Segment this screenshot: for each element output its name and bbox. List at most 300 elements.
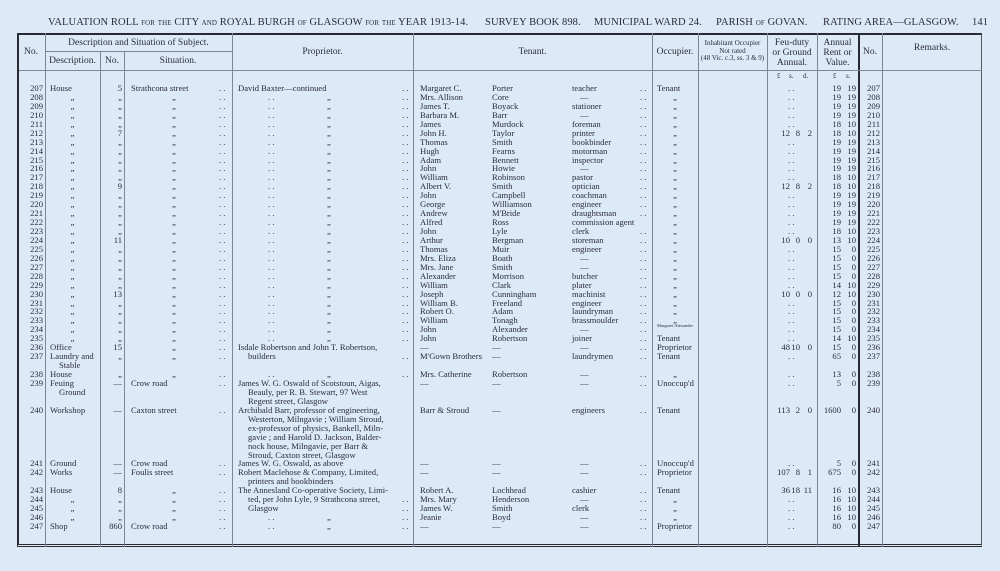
entry-number-right: 225 [867,243,880,254]
entry-number: 225 [30,243,43,254]
proprietor-ditto: „ [327,145,331,156]
tenant-occupation: — [580,91,589,102]
entry-number-right: 222 [867,217,880,228]
rent-shillings: 19 [847,83,856,93]
situation-leader: . . [219,485,226,496]
roll-title: VALUATION ROLL for the CITY and ROYAL BURGH of GLASGOW for the YEAR 1913-14. [48,17,469,28]
tenant-surname: — [492,342,501,353]
proprietor: nock house, Milngavie, per Barr & [248,440,369,451]
situation-leader: . . [219,208,226,219]
entry-number: 244 [30,494,43,505]
occupation-leader: . . [640,342,647,353]
situation: Crow road [131,377,168,388]
house-number: „ [118,163,122,174]
entry-number-right: 230 [867,288,880,299]
tenant-occupation: brassmoulder [572,315,619,326]
page-number: 141 [972,17,989,28]
occupier: „ [673,208,677,219]
rent-shillings: 0 [851,404,856,415]
tenant-occupation: commission agent [572,217,635,228]
tenant-surname: M'Bride [492,208,521,219]
tenant-occupation: motorman [572,145,608,156]
tenant-surname: Boyd [492,512,511,523]
rent-pounds: 19 [832,208,841,219]
tenant-surname: Smith [492,181,513,192]
situation: „ [172,172,176,183]
rent-shillings: 10 [847,181,856,192]
feu-leader: . . [788,83,795,93]
house-number: „ [118,118,122,129]
proprietor-ditto: „ [327,127,331,138]
situation-leader: . . [219,351,226,362]
proprietor-leader: . . [402,503,409,514]
tenant-surname: Robertson [492,333,528,344]
proprietor-leader: . . [268,145,275,156]
proprietor: Archibald Barr, professor of engineering, [238,404,380,415]
occupier: Tenant [657,333,681,344]
proprietor-ditto: „ [327,297,331,308]
occupation-leader: . . [640,297,647,308]
tenant-surname: Lochhead [492,485,526,496]
entry-number: 233 [30,315,43,326]
proprietor-leader: . . [402,315,409,326]
description: „ [70,324,75,335]
house-number: „ [118,270,122,281]
tenant-first-name: John [420,190,437,201]
situation: „ [172,163,176,174]
proprietor: ex-professor of physics, Bankell, Miln- [248,422,384,433]
municipal-ward: MUNICIPAL WARD 24. [594,17,702,28]
tenant-first-name: Mrs. Jane [420,261,454,272]
tenant-first-name: Mrs. Catherine [420,369,472,380]
occupation-leader: . . [640,494,647,505]
tenant-occupation: — [580,369,589,380]
proprietor-leader: . . [402,100,409,111]
rent-pounds: 19 [832,145,841,156]
entry-number: 240 [30,404,43,415]
tenant-occupation: inspector [572,154,604,165]
situation: „ [172,369,176,380]
rent-shillings: 19 [847,109,856,120]
entry-number: 235 [30,333,43,344]
tenant-first-name: William [420,315,448,326]
rent-shillings: 19 [847,217,856,228]
occupier: „ [673,306,677,317]
entry-number-right: 235 [867,333,880,344]
situation-leader: . . [219,154,226,165]
occupation-leader: . . [640,467,647,478]
proprietor-ditto: „ [327,190,331,201]
situation: Caxton street [131,404,177,415]
occupation-leader: . . [640,458,647,469]
tenant-first-name: Jeanie [420,512,442,523]
rent-shillings: 0 [851,351,856,362]
situation: „ [172,333,176,344]
tenant-occupation: joiner [572,333,593,344]
situation: „ [172,494,176,505]
tenant-first-name: — [420,521,429,532]
feu-leader: . . [788,494,795,505]
description: „ [70,279,75,290]
situation-leader: . . [219,369,226,380]
rent-shillings: 0 [851,369,856,380]
entry-number-right: 215 [867,154,880,165]
rent-pounds: 15 [832,315,841,326]
rent-pounds: 65 [832,351,841,362]
proprietor-leader: . . [268,261,275,272]
proprietor-leader: . . [402,252,409,263]
proprietor-ditto: „ [327,521,331,532]
occupation-leader: . . [640,404,647,415]
description: „ [70,252,75,263]
rent-pounds: 19 [832,109,841,120]
rent-pounds: 16 [832,485,841,496]
proprietor-leader: . . [268,521,275,532]
occupier: Tenant [657,404,681,415]
proprietor-leader: . . [402,226,409,236]
occupier: „ [673,252,677,263]
feu-leader: . . [788,333,795,344]
situation: Strathcona street [131,83,189,93]
proprietor-leader: . . [268,288,275,299]
tenant-first-name: John [420,324,437,335]
occupier: „ [673,297,677,308]
description: „ [70,270,75,281]
tenant-first-name: John H. [420,127,447,138]
entry-number-right: 247 [867,521,880,532]
tenant-surname: Bergman [492,234,524,245]
tenant-surname: Boath [492,252,513,263]
entry-number: 232 [30,306,43,317]
rent-pounds: 15 [832,306,841,317]
occupation-leader: . . [640,512,647,523]
entry-number-right: 207 [867,83,880,93]
situation-leader: . . [219,181,226,192]
tenant-surname: Robinson [492,172,525,183]
feu-pence: 2 [807,181,812,192]
occupier: „ [673,503,677,514]
house-number: „ [118,226,122,236]
rent-shillings: 19 [847,100,856,111]
proprietor: Beauly, per R. B. Stewart, 97 West [248,386,368,397]
rent-pounds: 15 [832,261,841,272]
house-number: 9 [117,181,122,192]
situation-leader: . . [219,199,226,210]
entry-number: 207 [30,83,43,93]
occupation-leader: . . [640,154,647,165]
house-number: „ [118,190,122,201]
entry-number: 237 [30,351,43,362]
tenant-surname: Bennett [492,154,519,165]
feu-leader: . . [788,145,795,156]
entry-number-right: 209 [867,100,880,111]
tenant-occupation: laundrymen [572,351,614,362]
situation: „ [172,288,176,299]
tenant-surname: Taylor [492,127,515,138]
header-annual-rent [817,38,858,68]
rent-shillings: 10 [847,512,856,523]
proprietor-leader: . . [402,136,409,147]
rent-shillings: 0 [851,342,856,353]
tenant-first-name: John [420,163,437,174]
description: Stable [59,360,81,371]
header-line: or Ground [772,48,812,58]
occupation-leader: . . [640,252,647,263]
situation-leader: . . [219,127,226,138]
house-number: „ [118,91,122,102]
proprietor-leader: . . [402,83,409,93]
feu-pence: 11 [803,485,812,496]
rent-shillings: 10 [847,494,856,505]
tenant-surname: Tonagh [492,315,518,326]
description: House [50,485,72,496]
feu-leader: . . [788,190,795,201]
tenant-occupation: draughtsman [572,208,617,219]
feu-pence: 0 [807,234,812,245]
rent-pounds: 13 [832,369,841,380]
proprietor-ditto: „ [327,208,331,219]
rent-pounds: 19 [832,83,841,93]
occupier: „ [673,136,677,147]
entry-number: 209 [30,100,43,111]
feu-leader: . . [788,351,795,362]
entry-number-right: 234 [867,324,880,335]
situation: „ [172,136,176,147]
rent-shillings: 19 [847,199,856,210]
feu-unit-shilling: s. [789,72,794,80]
occupation-leader: . . [640,172,647,183]
proprietor-leader: . . [268,172,275,183]
proprietor-leader: . . [268,154,275,165]
entry-number-right: 239 [867,377,880,388]
proprietor-leader: . . [402,118,409,129]
rent-shillings: 19 [847,190,856,201]
situation: „ [172,270,176,281]
proprietor-leader: . . [268,243,275,254]
description: „ [70,190,75,201]
proprietor-leader: . . [402,324,409,335]
occupation-leader: . . [640,226,647,236]
situation-leader: . . [219,458,226,469]
rent-shillings: 10 [847,333,856,344]
proprietor-leader: . . [402,208,409,219]
tenant-surname: Lyle [492,226,508,236]
entry-number-right: 228 [867,270,880,281]
rent-pounds: 19 [832,199,841,210]
feu-leader: . . [788,91,795,102]
tenant-occupation: plater [572,279,592,290]
description: Feuing [50,377,74,388]
rent-pounds: 16 [832,512,841,523]
entry-number-right: 218 [867,181,880,192]
situation-leader: . . [219,226,226,236]
situation-leader: . . [219,252,226,263]
tenant-occupation: machinist [572,288,606,299]
proprietor-ditto: „ [327,306,331,317]
house-number: „ [118,306,122,317]
feu-shillings: 8 [795,127,800,138]
tenant-surname: Ross [492,217,509,228]
description: „ [70,494,75,505]
tenant-surname: — [492,521,501,532]
tenant-surname: Henderson [492,494,530,505]
tenant-surname: Cunningham [492,288,537,299]
occupation-leader: . . [640,118,647,129]
proprietor-leader: . . [402,91,409,102]
description: „ [70,234,75,245]
proprietor-leader: . . [268,127,275,138]
proprietor: Westerton, Milngavie ; William Stroud, [248,413,384,424]
occupier: Tenant [657,83,681,93]
situation-leader: . . [219,297,226,308]
occupier: Unoccup'd [657,377,694,388]
proprietor: James W. G. Oswald of Scotstoun, Aigas, [238,377,381,388]
house-number: „ [118,252,122,263]
proprietor-ditto: „ [327,252,331,263]
occupier: „ [673,181,677,192]
entry-number-right: 233 [867,315,880,326]
proprietor-leader: . . [268,100,275,111]
rent-shillings: 10 [847,172,856,183]
situation: Crow road [131,521,168,532]
occupation-leader: . . [640,199,647,210]
tenant-occupation: engineer [572,243,602,254]
rent-shillings: 0 [851,324,856,335]
description: „ [70,145,75,156]
occupation-leader: . . [640,127,647,138]
table-row [0,522,1000,531]
situation: „ [172,190,176,201]
proprietor-leader: . . [268,315,275,326]
house-number: 8 [117,485,122,496]
feu-shillings: 8 [795,467,800,478]
situation-leader: . . [219,288,226,299]
header-situation: Situation. [159,56,197,66]
rent-shillings: 0 [851,243,856,254]
occupier: „ [673,243,677,254]
tenant-first-name: Albert V. [420,181,452,192]
tenant-occupation: teacher [572,83,597,93]
house-number: „ [118,324,122,335]
proprietor-leader: . . [402,234,409,245]
occupier: Tenant [657,485,681,496]
rent-pounds: 15 [832,243,841,254]
situation: „ [172,503,176,514]
description: „ [70,91,75,102]
rent-pounds: 16 [832,494,841,505]
house-number: „ [118,369,122,380]
tenant-occupation: pastor [572,172,594,183]
tenant-surname: — [492,404,501,415]
rent-shillings: 19 [847,163,856,174]
situation: „ [172,234,176,245]
occupier: „ [673,270,677,281]
house-number: — [113,377,122,388]
proprietor-ditto: „ [327,118,331,129]
tenant-occupation: — [580,109,589,120]
divider [19,70,982,71]
description: „ [70,217,75,228]
rent-pounds: 5 [836,458,841,469]
proprietor-leader: . . [402,127,409,138]
situation: „ [172,199,176,210]
rent-shillings: 10 [847,118,856,129]
rent-shillings: 10 [847,234,856,245]
entry-number: 230 [30,288,43,299]
situation: „ [172,252,176,263]
situation-leader: . . [219,118,226,129]
rent-pounds: 14 [832,279,841,290]
entry-number: 220 [30,199,43,210]
tenant-occupation: foreman [572,118,601,129]
feu-leader: . . [788,503,795,514]
entry-number: 229 [30,279,43,290]
situation-leader: . . [219,279,226,290]
proprietor-leader: . . [402,109,409,120]
entry-number: 242 [30,467,43,478]
rent-shillings: 0 [851,467,856,478]
house-number: „ [118,512,122,523]
proprietor-leader: . . [268,181,275,192]
entry-number: 222 [30,217,43,228]
feu-leader: . . [788,306,795,317]
situation-leader: . . [219,324,226,335]
entry-number-right: 246 [867,512,880,523]
entry-number: 224 [30,234,43,245]
feu-shillings: 8 [795,181,800,192]
tenant-occupation: clerk [572,226,590,236]
situation-leader: . . [219,503,226,514]
tenant-occupation: — [580,377,589,388]
situation: „ [172,100,176,111]
occupier: „ [673,512,677,523]
entry-number: 245 [30,503,43,514]
tenant-surname: Boyack [492,100,519,111]
situation: „ [172,512,176,523]
description: House [50,83,72,93]
rent-shillings: 0 [851,252,856,263]
entry-number-right: 219 [867,190,880,201]
situation: „ [172,154,176,165]
proprietor-leader: . . [402,512,409,523]
description: Laundry and [50,351,94,362]
occupation-leader: . . [640,333,647,344]
tenant-first-name: William B. [420,297,458,308]
rent-shillings: 10 [847,503,856,514]
situation: „ [172,91,176,102]
description: „ [70,109,75,120]
feu-leader: . . [788,136,795,147]
proprietor-leader: . . [268,369,275,380]
tenant-first-name: Mrs. Allison [420,91,463,102]
occupier: „ [673,172,677,183]
tenant-surname: Smith [492,261,513,272]
tenant-occupation: engineer [572,199,602,210]
tenant-occupation: — [580,324,589,335]
rent-shillings: 19 [847,145,856,156]
tenant-occupation: — [580,494,589,505]
tenant-occupation: — [580,252,589,263]
occupation-leader: . . [640,83,647,93]
rent-shillings: 0 [851,261,856,272]
proprietor-leader: . . [268,190,275,201]
feu-leader: . . [788,458,795,469]
description: „ [70,118,75,129]
situation: „ [172,279,176,290]
header-line: Rent or [823,48,852,58]
tenant-first-name: James T. [420,100,450,111]
tenant-occupation: — [580,163,589,174]
